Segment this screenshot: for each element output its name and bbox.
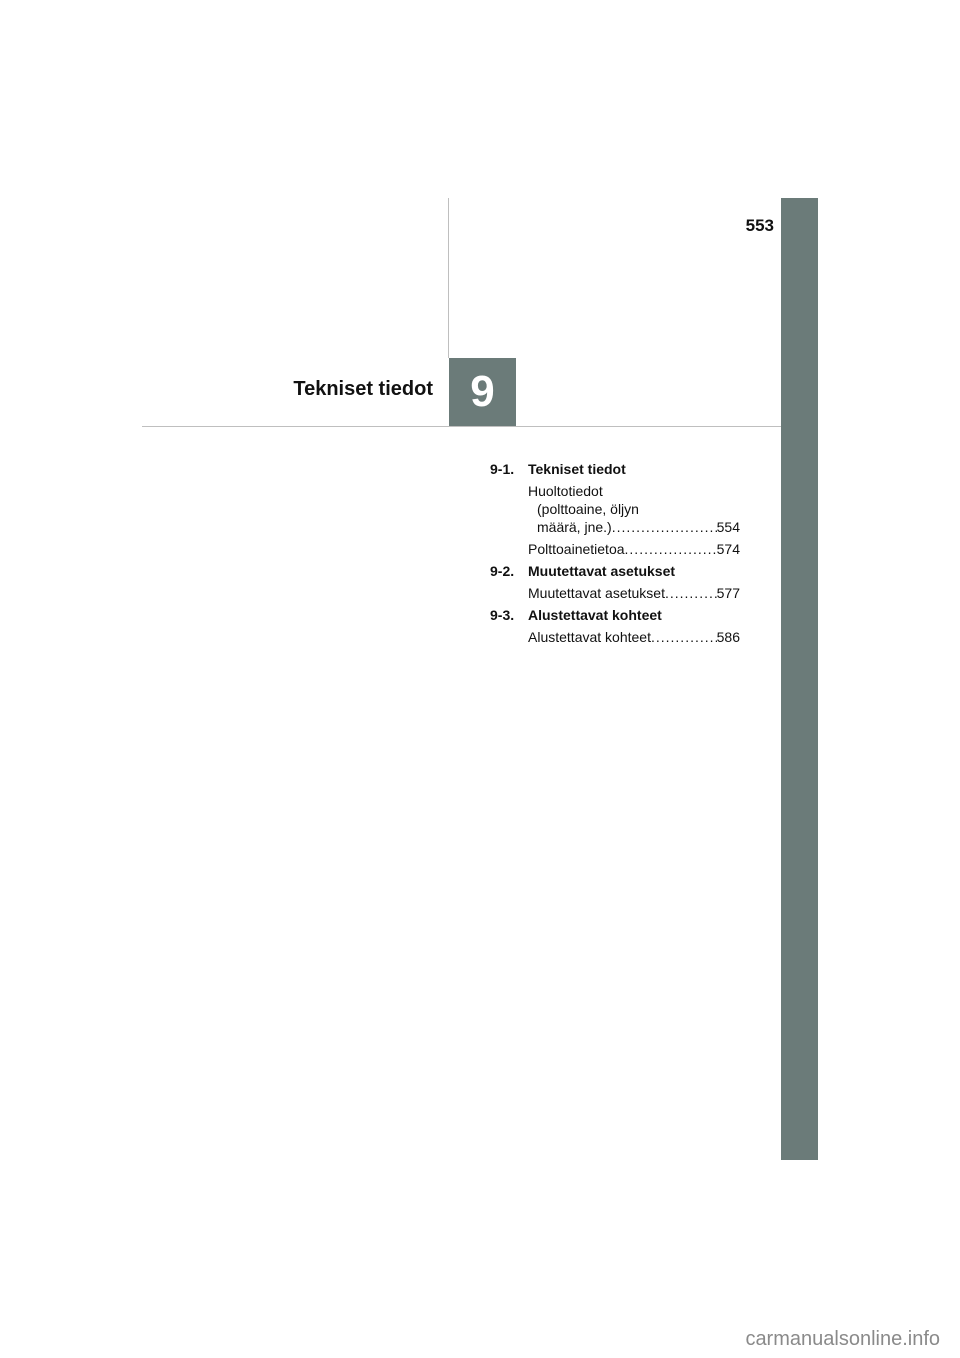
toc-entry[interactable] — [528, 540, 740, 558]
dot-leader — [651, 628, 717, 646]
toc-entry-title: Polttoainetietoa — [528, 541, 625, 557]
chapter-number: 9 — [470, 367, 495, 416]
toc-section-number: 9-1. — [490, 461, 515, 477]
toc-entry-line: Huoltotiedot — [528, 483, 603, 499]
toc-entry[interactable] — [528, 584, 740, 602]
toc-section-heading[interactable] — [490, 460, 740, 478]
dot-leader — [612, 518, 717, 536]
toc-section-heading[interactable] — [490, 606, 740, 624]
toc-entry[interactable] — [528, 628, 740, 646]
toc-entry-title: määrä, jne.) — [537, 519, 612, 535]
toc-section-number: 9-2. — [490, 563, 515, 579]
toc-entry-page: 554 — [716, 519, 740, 535]
toc-section-title: Muutettavat asetukset — [528, 563, 676, 579]
page-number: 553 — [745, 216, 774, 235]
toc-entry-title: Alustettavat kohteet — [528, 629, 651, 645]
toc-section-title: Alustettavat kohteet — [528, 607, 662, 623]
chapter-side-tab — [781, 198, 818, 1160]
toc-entry[interactable] — [528, 482, 740, 536]
toc-section-title: Tekniset tiedot — [528, 461, 626, 477]
toc-entry-page: 577 — [716, 585, 740, 601]
toc-entry-page: 574 — [716, 541, 740, 557]
horizontal-divider — [142, 426, 781, 427]
toc-entry-title: Muutettavat asetukset — [528, 585, 665, 601]
table-of-contents — [490, 460, 740, 650]
toc-entry-line: (polttoaine, öljyn — [537, 501, 639, 517]
dot-leader — [625, 540, 717, 558]
vertical-divider — [448, 198, 449, 358]
toc-section-heading[interactable] — [490, 562, 740, 580]
toc-entry-page: 586 — [716, 629, 740, 645]
toc-section-number: 9-3. — [490, 607, 515, 623]
watermark: carmanualsonline.info — [745, 1328, 940, 1350]
dot-leader — [665, 584, 717, 602]
chapter-title: Tekniset tiedot — [293, 378, 433, 400]
chapter-number-box — [449, 358, 516, 426]
